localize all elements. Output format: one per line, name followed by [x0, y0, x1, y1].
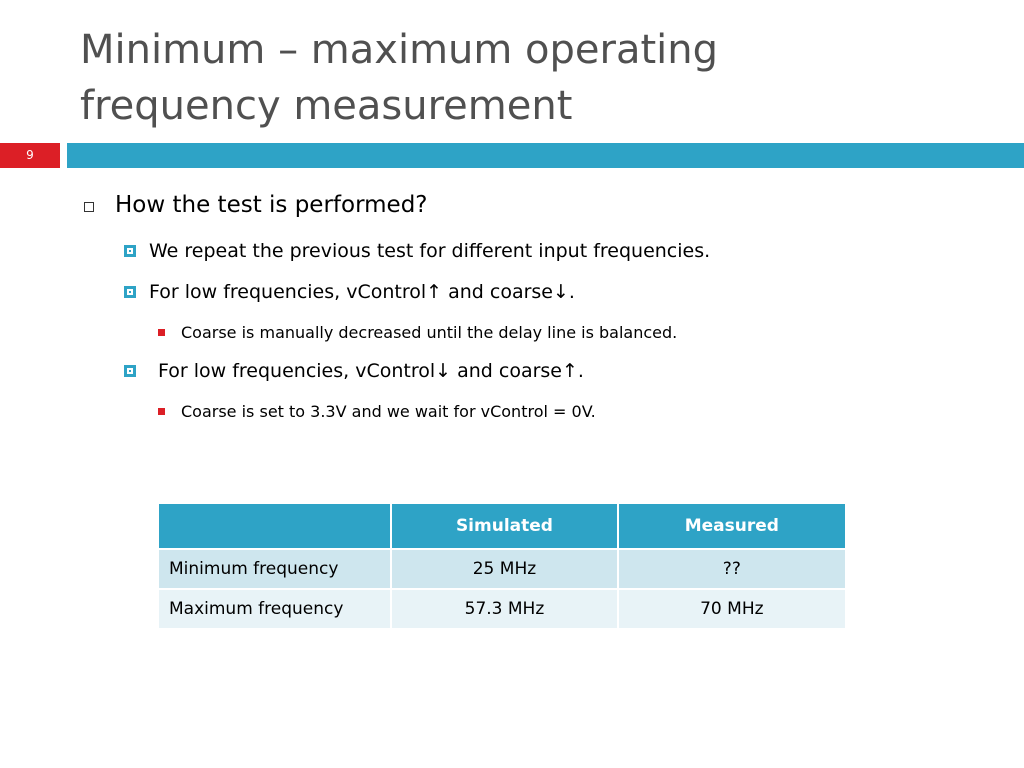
bullet-text: We repeat the previous test for different input frequencies.: [149, 240, 711, 262]
table-cell: 25 MHz: [391, 549, 617, 589]
table-header-row: [158, 503, 846, 549]
table-cell: Minimum frequency: [158, 549, 391, 589]
table-cell: 70 MHz: [618, 589, 846, 629]
table-cell: ??: [618, 549, 846, 589]
table-header-cell: [158, 503, 391, 549]
framed-square-bullet-icon: [124, 365, 136, 377]
table-cell: Maximum frequency: [158, 589, 391, 629]
framed-square-bullet-icon: [124, 245, 136, 257]
hollow-square-bullet-icon: [84, 202, 94, 212]
framed-square-bullet-icon: [124, 286, 136, 298]
bullet-text: How the test is performed?: [115, 192, 428, 218]
slide-title-line-2: frequency measurement: [80, 83, 573, 129]
slide-title-line-1: Minimum – maximum operating: [80, 27, 719, 73]
red-square-bullet-icon: [158, 408, 165, 415]
table-header-cell: Simulated: [391, 503, 617, 549]
bullet-text: For low frequencies, vControl↓ and coarse↑.: [158, 360, 584, 382]
table-cell: 57.3 MHz: [391, 589, 617, 629]
bullet-text: Coarse is set to 3.3V and we wait for vControl = 0V.: [181, 402, 596, 421]
slide-number: 9: [0, 143, 60, 168]
slide-title: [80, 22, 1000, 134]
table-header-cell: Measured: [618, 503, 846, 549]
bullet-text: For low frequencies, vControl↑ and coarse↓.: [149, 281, 575, 303]
red-square-bullet-icon: [158, 329, 165, 336]
title-divider-band: [67, 143, 1024, 168]
table-row: [158, 549, 846, 589]
table-row: [158, 589, 846, 629]
frequency-results-table: [157, 502, 847, 630]
bullet-text: Coarse is manually decreased until the delay line is balanced.: [181, 323, 678, 342]
